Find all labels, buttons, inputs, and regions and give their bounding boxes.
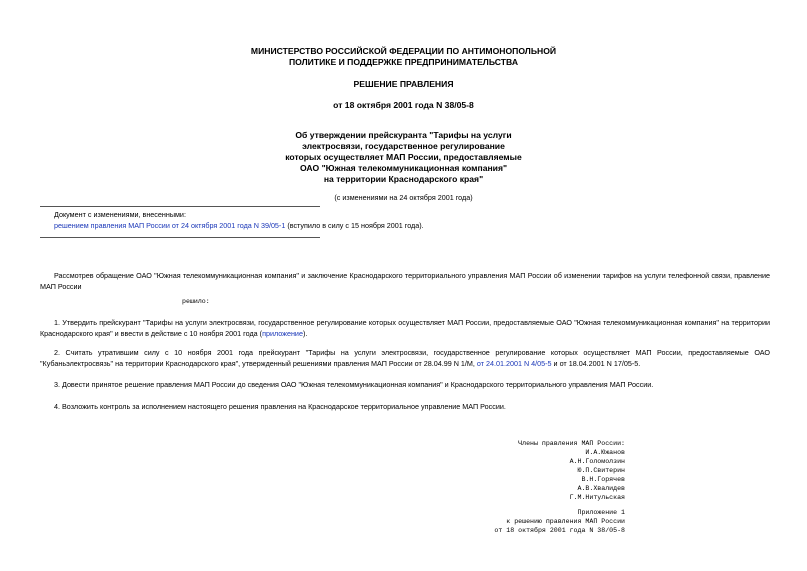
signatory-name: Г.М.Нитульская xyxy=(569,494,625,501)
changes-link[interactable]: решением правления МАП России от 24 октября 2001 года N 39/05-1 xyxy=(54,221,286,230)
appendix-ref-date: от 18 октября 2001 года N 38/05-8 xyxy=(494,527,625,534)
appendix-link[interactable]: приложение xyxy=(262,329,303,338)
ministry-name-line2: ПОЛИТИКЕ И ПОДДЕРЖКЕ ПРЕДПРИНИМАТЕЛЬСТВА xyxy=(288,57,519,67)
document-date: от 18 октября 2001 года N 38/05-8 xyxy=(333,100,474,110)
signatory-name: Ю.П.Свитерин xyxy=(577,467,625,474)
item-3-paragraph: 3. Довести принятое решение правления МАП России до сведения ОАО "Южная телекоммуникационная компания" и Краснодарского территориального управления МАП России. xyxy=(54,380,654,389)
resolved-word: решило: xyxy=(182,298,210,305)
changes-top-rule xyxy=(40,206,320,207)
subject-line-1: Об утверждении прейскуранта "Тарифы на услуги xyxy=(295,130,512,140)
signatory-name: А.В.Хвалидев xyxy=(577,485,625,492)
appendix-ref-line: к решению правления МАП России xyxy=(506,518,625,525)
changes-intro: Документ с изменениями, внесенными: xyxy=(54,210,186,219)
item-2-end: и от 18.04.2001 N 17/05-5. xyxy=(551,359,641,368)
preamble-paragraph: Рассмотрев обращение ОАО "Южная телекоммуникационная компания" и заключение Краснодарского территориального управления МАП России об изменении тарифов на услуги телефонной связи, правление МАП России xyxy=(40,271,770,291)
item-2-paragraph xyxy=(40,347,770,369)
amendment-note: (с изменениями на 24 октября 2001 года) xyxy=(334,193,473,202)
item-2-text: 2. Считать утратившим силу с 10 ноября 2001 года прейскурант "Тарифы на услуги электросвязи, государственное регулирование которых осуществляет МАП России, предоставляемые ОАО "Кубаньэлектросвязь" на территории Краснодарского края", утвержденный решениями правления МАП России от 28.04.99 N 1/М, xyxy=(40,348,770,368)
subject-line-2: электросвязи, государственное регулирование xyxy=(302,141,505,151)
subject-line-4: ОАО "Южная телекоммуникационная компания" xyxy=(299,163,508,173)
signatory-name: А.Н.Голомолзин xyxy=(569,458,625,465)
subject-line-3: которых осуществляет МАП России, предоставляемые xyxy=(285,152,522,162)
signatories-title: Члены правления МАП России: xyxy=(518,440,625,447)
changes-suffix: (вступило в силу с 15 ноября 2001 года). xyxy=(285,221,424,230)
ministry-name-line1: МИНИСТЕРСТВО РОССИЙСКОЙ ФЕДЕРАЦИИ ПО АНТИМОНОПОЛЬНОЙ xyxy=(250,46,557,56)
item-1-text: 1. Утвердить прейскурант "Тарифы на услуги электросвязи, государственное регулирование которых осуществляет МАП России, предоставляемые ОАО "Южная телекоммуникационная компания" на территории Краснодарского края" и ввести в действие с 10 ноября 2001 года ( xyxy=(40,318,770,338)
subject-line-5: на территории Краснодарского края" xyxy=(323,174,484,184)
appendix-title: Приложение 1 xyxy=(577,509,625,516)
document-type: РЕШЕНИЕ ПРАВЛЕНИЯ xyxy=(353,79,454,89)
item-1-end: ). xyxy=(302,329,308,338)
changes-bottom-rule xyxy=(40,237,320,238)
signatory-name: В.Н.Горячев xyxy=(581,476,625,483)
item-4-paragraph: 4. Возложить контроль за исполнением настоящего решения правления на Краснодарское территориальное управление МАП России. xyxy=(54,402,506,411)
changes-entry xyxy=(54,221,424,231)
decision-4-05-5-link[interactable]: от 24.01.2001 N 4/05-5 xyxy=(476,359,552,368)
item-1-paragraph xyxy=(40,317,770,339)
signatory-name: И.А.Южанов xyxy=(585,449,625,456)
